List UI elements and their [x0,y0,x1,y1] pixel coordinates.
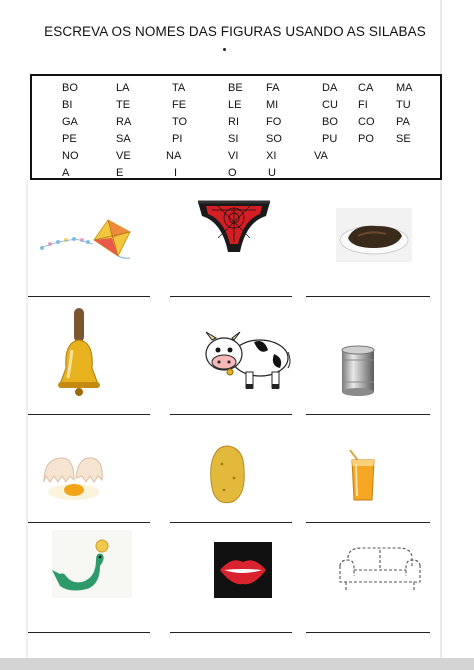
syllable: CU [322,99,338,111]
syllable: BO [322,116,338,128]
seal-icon [52,530,132,603]
syllable: BO [62,82,78,94]
answer-line [170,414,292,415]
answer-line [170,632,292,633]
syllable: RI [228,116,239,128]
syllable: XI [266,150,277,162]
syllable-box [30,74,442,180]
answer-line [28,522,150,523]
syllable: VA [314,150,328,162]
potato-icon [208,444,248,511]
syllable: PU [322,133,338,145]
answer-line [306,522,430,523]
syllable: SO [266,133,282,145]
syllable: U [268,167,276,179]
syllable: PO [358,133,374,145]
syllable: LE [228,99,242,111]
worksheet [26,0,444,670]
syllable: BI [62,99,73,111]
syllable: PI [172,133,183,145]
answer-line [306,632,430,633]
answer-line [28,632,150,633]
syllable: CO [358,116,375,128]
speck [223,48,226,51]
syllable: SA [116,133,131,145]
syllable: MI [266,99,279,111]
underpants-icon [196,198,272,263]
syllable: PE [62,133,77,145]
scan-shadow [0,658,474,670]
answer-line [306,414,430,415]
syllable: PA [396,116,410,128]
syllable: SI [228,133,239,145]
syllable: LA [116,82,130,94]
answer-line [170,296,292,297]
syllable: GA [62,116,78,128]
syllable: BE [228,82,243,94]
syllable: TU [396,99,411,111]
kite-icon [38,218,138,267]
syllable: TO [172,116,188,128]
syllable: O [228,167,237,179]
syllable: MA [396,82,413,94]
answer-line [28,414,150,415]
syllable: VE [116,150,131,162]
bell-icon [54,308,104,401]
syllable: FA [266,82,280,94]
syllable: NA [166,150,182,162]
syllable: VI [228,150,239,162]
syllable: E [116,167,124,179]
answer-line [28,296,150,297]
can-icon [340,344,376,403]
syllable: I [174,167,178,179]
syllable: FO [266,116,282,128]
syllable: CA [358,82,374,94]
syllable: DA [322,82,338,94]
worksheet-title: ESCREVA OS NOMES DAS FIGURAS USANDO AS SILABAS [44,24,426,39]
meat-icon [336,208,412,267]
juice-icon [346,448,380,509]
syllable: NO [62,150,79,162]
cow-icon [202,328,292,397]
egg-icon [40,452,106,507]
syllable: TE [116,99,131,111]
syllable: TA [172,82,186,94]
syllable: RA [116,116,132,128]
syllable: A [62,167,70,179]
syllable: SE [396,133,411,145]
mouth-icon [214,542,272,603]
syllable: FE [172,99,187,111]
answer-line [306,296,430,297]
answer-line [170,522,292,523]
syllable: FI [358,99,368,111]
sofa-icon [336,544,422,599]
